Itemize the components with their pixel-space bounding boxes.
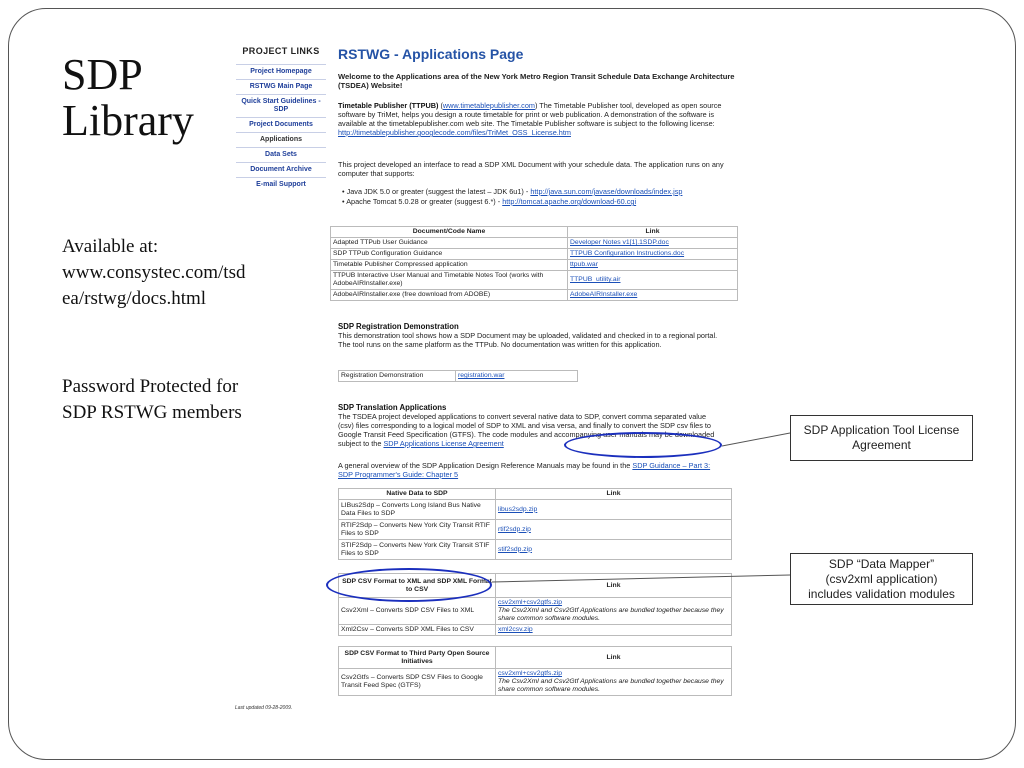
tomcat-download-link[interactable]: http://tomcat.apache.org/download-60.cgi [502, 197, 637, 206]
password-line-2: SDP RSTWG members [62, 402, 242, 423]
download-link[interactable]: csv2xml+csv2gtfs.zip [498, 670, 563, 677]
download-link[interactable]: libus2sdp.zip [496, 500, 732, 520]
url-line-2: ea/rstwg/docs.html [62, 288, 207, 309]
project-links-title: PROJECT LINKS [242, 46, 320, 56]
link-document-archive[interactable]: Document Archive [236, 162, 326, 177]
table-row: Adapted TTPub User Guidance Developer Notes v1[1].1SDP.doc [331, 238, 738, 249]
page-title: RSTWG - Applications Page [338, 46, 524, 62]
project-intro: This project developed an interface to read a SDP XML Document with your schedule data. The application runs on any computer that supports: [338, 160, 724, 178]
table-row: LIBus2Sdp – Converts Long Island Bus Native Data Files to SDP libus2sdp.zip [339, 500, 732, 520]
table-row: TTPUB Interactive User Manual and Timetable Notes Tool (works with AdobeAIRInstaller.exe) TTPUB_utility.air [331, 271, 738, 290]
link-data-sets[interactable]: Data Sets [236, 147, 326, 162]
document-link[interactable]: ttpub.war [568, 260, 738, 271]
link-project-documents[interactable]: Project Documents [236, 117, 326, 132]
download-link[interactable]: xml2csv.zip [496, 625, 732, 636]
download-link[interactable]: stif2sdp.zip [496, 540, 732, 560]
bundle-note: The Csv2Xml and Csv2Gtf Applications are bundled together because they share common software modules. [498, 678, 724, 693]
table-header-row: SDP CSV Format to Third Party Open Source Initiatives Link [339, 647, 732, 669]
programmers-guide-link[interactable]: SDP Guidance – Part 3: SDP Programmer's Guide: Chapter 5 [338, 461, 711, 479]
document-link[interactable]: Developer Notes v1[1].1SDP.doc [568, 238, 738, 249]
last-updated: Last updated 09-28-2009. [235, 705, 293, 711]
document-link[interactable]: AdobeAIRInstaller.exe [568, 290, 738, 301]
ttpub-body: The Timetable Publisher tool, developed as open source software by TriMet, helps you design a route timetable for print or web publication. A demonstration of the software is available at the timetablepublisher.com web site. The Timetable Publisher software is subject to the following license: [338, 101, 722, 128]
table-row: AdobeAIRInstaller.exe (free download from ADOBE) AdobeAIRInstaller.exe [331, 290, 738, 301]
link-email-support[interactable]: E-mail Support [236, 177, 326, 192]
ttpub-section: Timetable Publisher (TTPUB) (www.timetablepublisher.com) The Timetable Publisher tool, developed as open source software by TriMet, helps you design a route timetable for print or web publication. A demonstration of the software is available at the timetablepublisher.com web site. The Timetable Publisher software is subject to the following license: http://timetablepublisher.googlecode.com/files/TriMet_OSS_License.htm [338, 101, 722, 137]
link-project-homepage[interactable]: Project Homepage [236, 64, 326, 79]
overview-text: A general overview of the SDP Application Design Reference Manuals may be found in the SDP Guidance – Part 3: SDP Programmer's Guide: Chapter 5 [338, 461, 711, 479]
document-link[interactable]: TTPUB Configuration Instructions.doc [568, 249, 738, 260]
link-rstwg-main-page[interactable]: RSTWG Main Page [236, 79, 326, 94]
java-download-link[interactable]: http://java.sun.com/javase/downloads/index.jsp [530, 187, 683, 196]
slide-title-line-2: Library [62, 96, 194, 145]
requirement-item: • Java JDK 5.0 or greater (suggest the latest – JDK 6u1) - http://java.sun.com/javase/downloads/index.jsp [342, 187, 683, 196]
welcome-text: Welcome to the Applications area of the New York Metro Region Transit Schedule Data Exchange Architecture (TSDEA) Website! [338, 72, 735, 90]
download-link[interactable]: rtif2sdp.zip [496, 520, 732, 540]
download-link[interactable]: csv2xml+csv2gtfs.zip [498, 599, 563, 606]
link-quick-start-guidelines[interactable]: Quick Start Guidelines - SDP [236, 94, 326, 117]
requirement-item: • Apache Tomcat 5.0.28 or greater (suggest 6.*) - http://tomcat.apache.org/download-60.cgi [342, 197, 637, 206]
password-line-1: Password Protected for [62, 376, 239, 397]
url-line-1: www.consystec.com/tsd [62, 262, 246, 283]
mapper-callout: SDP “Data Mapper” (csv2xml application) includes validation modules [790, 553, 973, 605]
table-row: Xml2Csv – Converts SDP XML Files to CSV xml2csv.zip [339, 625, 732, 636]
table-header-row: Native Data to SDP Link [339, 489, 732, 500]
license-connector-line [722, 433, 790, 446]
table-header-row: SDP CSV Format to XML and SDP XML Format to CSV Link [339, 574, 732, 598]
ttpub-url-link[interactable]: www.timetablepublisher.com [442, 101, 535, 110]
license-agreement-link[interactable]: SDP Applications License Agreement [383, 439, 504, 448]
slide-title-line-1: SDP [62, 50, 143, 99]
table-row: Csv2Xml – Converts SDP CSV Files to XML csv2xml+csv2gtfs.zip The Csv2Xml and Csv2Gtf Applications are bundled together because they share common software modules. [339, 598, 732, 625]
column-header: Document/Code Name [331, 227, 568, 238]
registration-body: This demonstration tool shows how a SDP Document may be uploaded, validated and checked in to a regional portal. The tool runs on the same platform as the TTPub. No documentation was written for this application. [338, 331, 718, 349]
column-header: Link [568, 227, 738, 238]
available-label: Available at: [62, 236, 159, 257]
table-row: Csv2Gtfs – Converts SDP CSV Files to Google Transit Feed Spec (GTFS) csv2xml+csv2gtfs.zip The Csv2Xml and Csv2Gtf Applications are bundled together because they share common software modules. [339, 669, 732, 696]
ttpub-heading: Timetable Publisher (TTPUB) [338, 101, 439, 110]
license-callout: SDP Application Tool License Agreement [790, 415, 973, 461]
table-row: STIF2Sdp – Converts New York City Transit STIF Files to SDP stif2sdp.zip [339, 540, 732, 560]
link-applications[interactable]: Applications [236, 132, 326, 147]
registration-link[interactable]: registration.war [456, 371, 578, 382]
translation-heading: SDP Translation Applications [338, 403, 447, 412]
table-row: RTIF2Sdp – Converts New York City Transit RTIF Files to SDP rtif2sdp.zip [339, 520, 732, 540]
table-row: SDP TTPub Configuration Guidance TTPUB Configuration Instructions.doc [331, 249, 738, 260]
document-link[interactable]: TTPUB_utility.air [568, 271, 738, 290]
table-row: Registration Demonstration registration.war [339, 371, 578, 382]
ttpub-license-link[interactable]: http://timetablepublisher.googlecode.com/files/TriMet_OSS_License.htm [338, 128, 571, 137]
registration-heading: SDP Registration Demonstration [338, 322, 459, 331]
table-row: Timetable Publisher Compressed application ttpub.war [331, 260, 738, 271]
bundle-note: The Csv2Xml and Csv2Gtf Applications are bundled together because they share common software modules. [498, 607, 724, 622]
mapper-connector-line [492, 575, 790, 582]
translation-body: The TSDEA project developed applications to convert several native data to SDP, convert comma separated value (csv) files corresponding to a logical model of SDP to XML and visa versa, and finally to convert the SDP csv files to Google Transit Feed Specification (GTFS). The code modules and accompanying user manuals may be downloaded subject to the [338, 412, 715, 448]
